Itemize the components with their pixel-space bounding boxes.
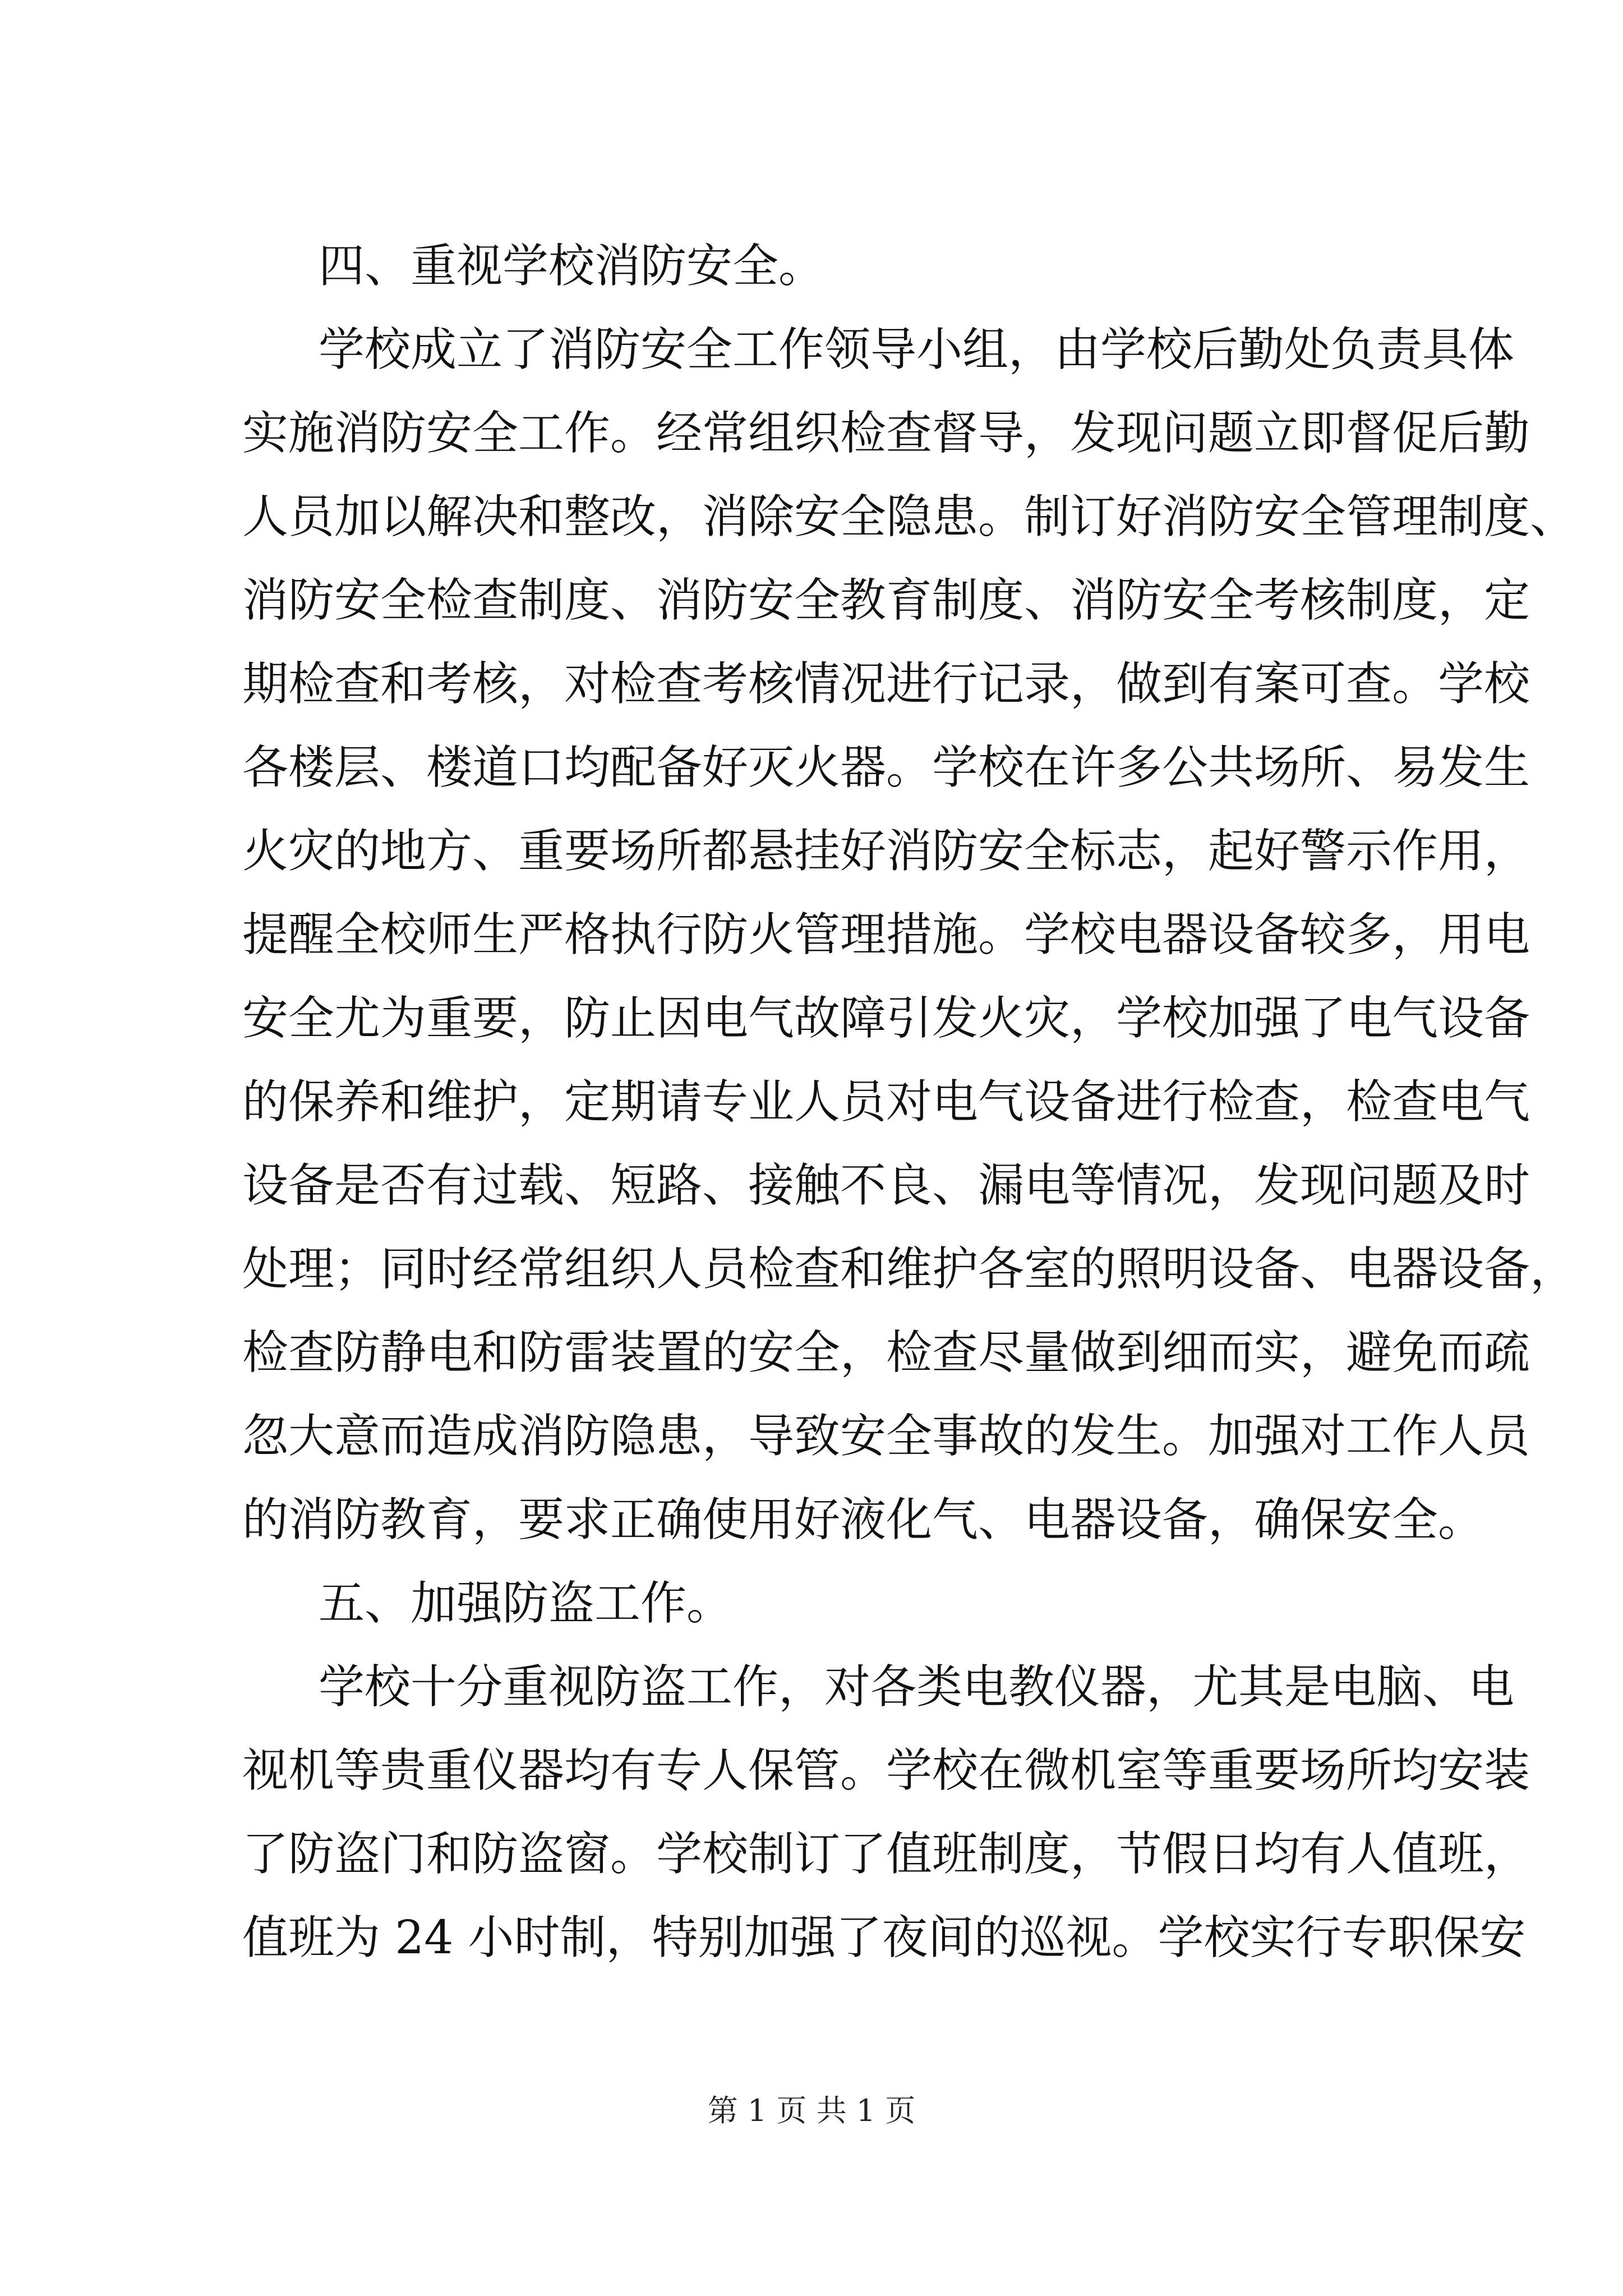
paragraph-line: 检查防静电和防雷装置的安全，检查尽量做到细而实，避免而疏 xyxy=(242,1326,1530,1379)
paragraph-line: 设备是否有过载、短路、接触不良、漏电等情况，发现问题及时 xyxy=(242,1159,1530,1212)
paragraph-line: 忽大意而造成消防隐患，导致安全事故的发生。加强对工作人员 xyxy=(242,1410,1530,1463)
paragraph-line: 处理；同时经常组织人员检查和维护各室的照明设备、电器设备， xyxy=(242,1243,1576,1296)
paragraph-line: 了防盗门和防盗窗。学校制订了值班制度，节假日均有人值班， xyxy=(242,1828,1530,1881)
page-number-footer: 第 1 页 共 1 页 xyxy=(707,2093,916,2128)
paragraph-line: 期检查和考核，对检查考核情况进行记录，做到有案可查。学校 xyxy=(242,657,1530,711)
paragraph-line: 值班为 24 小时制，特别加强了夜间的巡视。学校实行专职保安 xyxy=(242,1911,1526,1964)
paragraph-line: 安全尤为重要，防止因电气故障引发火灾，学校加强了电气设备 xyxy=(242,992,1530,1045)
paragraph-line: 提醒全校师生严格执行防火管理措施。学校电器设备较多，用电 xyxy=(242,908,1530,961)
paragraph-line: 各楼层、楼道口均配备好灭火器。学校在许多公共场所、易发生 xyxy=(242,741,1530,794)
section-heading-4: 四、重视学校消防安全。 xyxy=(319,240,825,293)
section-heading-5: 五、加强防盗工作。 xyxy=(319,1577,733,1630)
paragraph-line: 实施消防安全工作。经常组织检查督导，发现问题立即督促后勤 xyxy=(242,407,1530,460)
paragraph-line: 人员加以解决和整改，消除安全隐患。制订好消防安全管理制度、 xyxy=(242,490,1576,544)
paragraph-line: 火灾的地方、重要场所都悬挂好消防安全标志，起好警示作用， xyxy=(242,825,1530,878)
paragraph-line: 消防安全检查制度、消防安全教育制度、消防安全考核制度，定 xyxy=(242,574,1530,627)
paragraph-line: 学校十分重视防盗工作，对各类电教仪器，尤其是电脑、电 xyxy=(319,1660,1515,1714)
paragraph-line: 的消防教育，要求正确使用好液化气、电器设备，确保安全。 xyxy=(242,1493,1484,1547)
paragraph-line: 学校成立了消防安全工作领导小组，由学校后勤处负责具体 xyxy=(319,323,1515,376)
document-body xyxy=(242,224,1576,1980)
paragraph-line: 视机等贵重仪器均有专人保管。学校在微机室等重要场所均安装 xyxy=(242,1744,1530,1797)
paragraph-line: 的保养和维护，定期请专业人员对电气设备进行检查，检查电气 xyxy=(242,1075,1530,1129)
